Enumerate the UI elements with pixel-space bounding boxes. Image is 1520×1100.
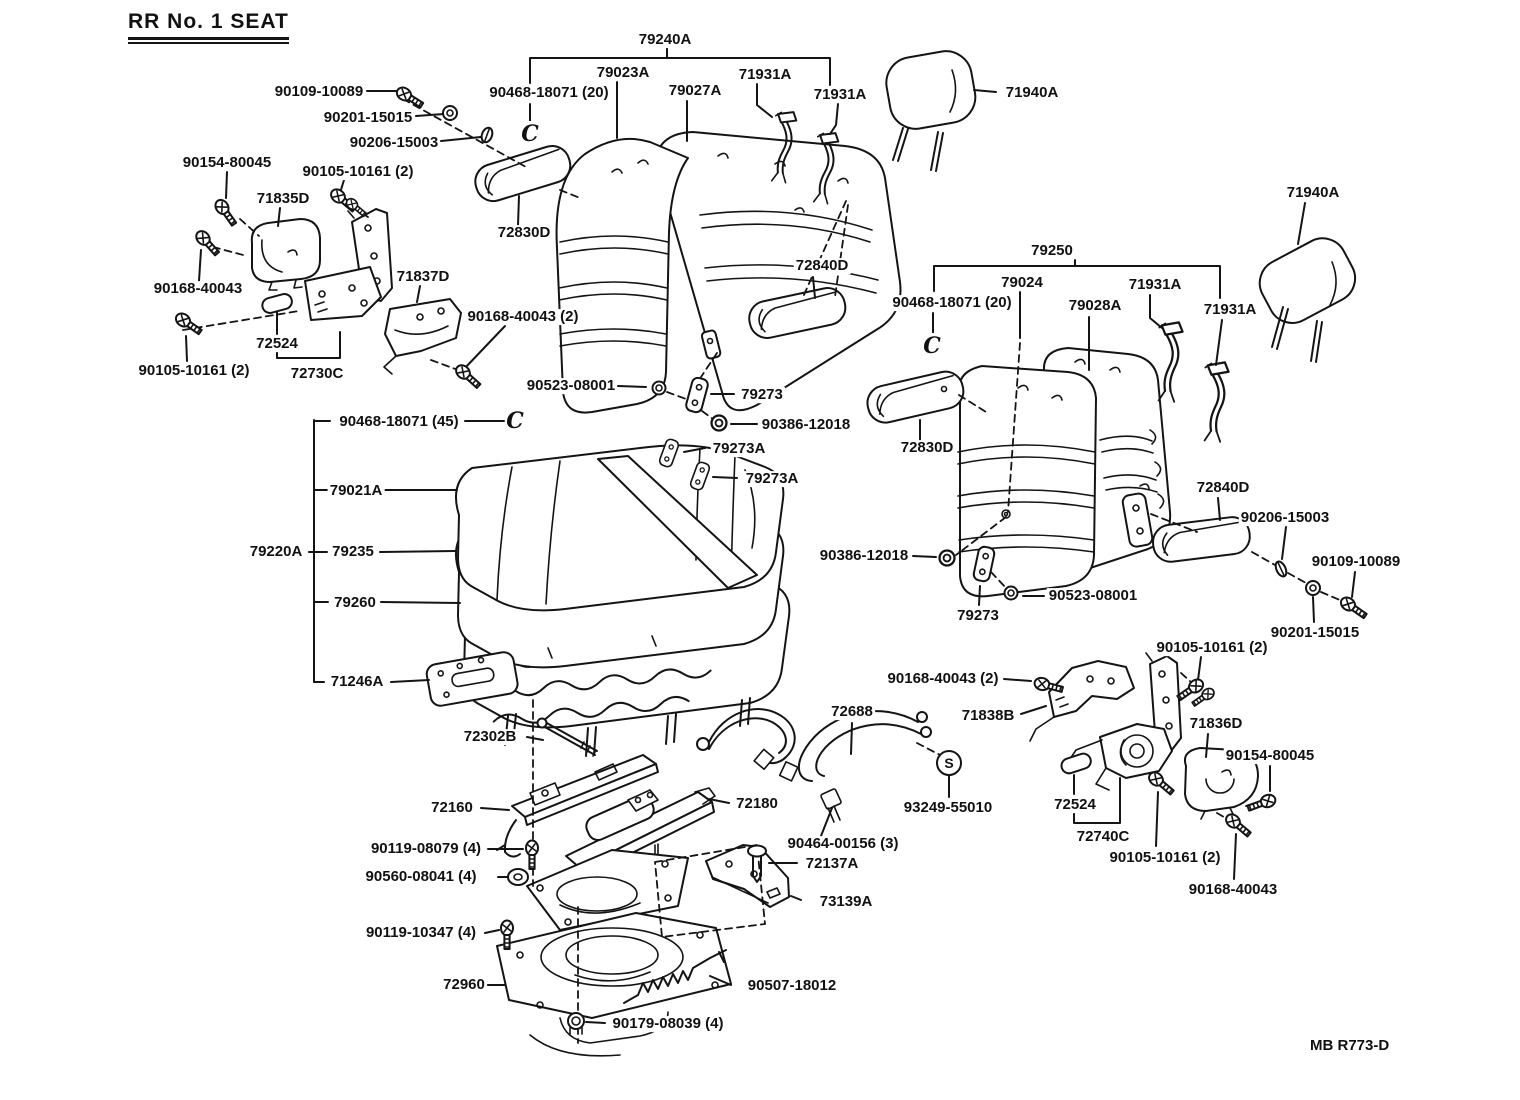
spacer-72524-left xyxy=(261,292,294,314)
clip-79273-left xyxy=(685,377,709,414)
part-label: 72740C xyxy=(1076,828,1130,846)
part-label: 90179-08039 (4) xyxy=(612,1015,724,1033)
part-label: 71246A xyxy=(330,673,384,691)
part-label: 90119-08079 (4) xyxy=(370,840,482,858)
part-label: 90168-40043 (2) xyxy=(887,670,999,688)
nut-90523-08001-left xyxy=(653,382,666,395)
part-label: 90464-00156 (3) xyxy=(787,835,899,853)
part-label: 72960 xyxy=(443,976,485,994)
part-label: 79023A xyxy=(596,64,650,82)
title-underline xyxy=(128,37,289,40)
title-underline xyxy=(128,42,289,44)
part-label: 90523-08001 xyxy=(526,377,616,395)
nut-90386-12018-right xyxy=(940,551,955,566)
part-label: 71835D xyxy=(256,190,310,208)
part-label: 90109-10089 xyxy=(274,83,364,101)
part-label: 90560-08041 (4) xyxy=(365,868,477,886)
part-label: 79027A xyxy=(668,82,722,100)
part-label: 93249-55010 xyxy=(903,799,993,817)
part-label: 90168-40043 (2) xyxy=(467,308,579,326)
part-label: 79220A xyxy=(249,543,303,561)
part-label: 72840D xyxy=(795,257,849,275)
part-label: 90119-10347 (4) xyxy=(365,924,477,942)
screw-90168-40043-2 xyxy=(453,363,482,391)
part-label: 79250 xyxy=(1031,242,1073,260)
part-label: 79021A xyxy=(329,482,383,500)
part-label: 90386-12018 xyxy=(761,416,851,434)
spacer-72524-right xyxy=(1060,752,1093,776)
part-label: 71940A xyxy=(1005,84,1059,102)
part-label: 90154-80045 xyxy=(1225,747,1315,765)
bracket-71838B xyxy=(1030,661,1134,741)
washer-90560-08041 xyxy=(508,869,528,885)
part-label: 72730C xyxy=(290,365,344,383)
part-label: 72830D xyxy=(497,224,551,242)
armrest-72830D-right xyxy=(864,368,967,426)
part-label: 72302B xyxy=(463,728,517,746)
part-label: 71931A xyxy=(738,66,792,84)
screw-90154-80045 xyxy=(213,197,239,227)
part-label: 90206-15003 xyxy=(349,134,439,152)
page-title-block xyxy=(128,10,289,44)
part-label: 73139A xyxy=(819,893,873,911)
part-label: 72180 xyxy=(736,795,778,813)
part-label: 90468-18071 (45) xyxy=(339,413,459,431)
clip-90206-15003-right xyxy=(1274,560,1289,578)
part-label: 79240A xyxy=(638,31,692,49)
left-seatback-front-panel xyxy=(557,139,688,413)
nut-90179-08039 xyxy=(568,1013,584,1035)
part-label: 72137A xyxy=(805,855,859,873)
screw-90168-40043-right xyxy=(1223,812,1253,840)
part-label: 79028A xyxy=(1068,297,1122,315)
part-label: 72688 xyxy=(831,703,873,721)
part-label: 90507-18012 xyxy=(747,977,837,995)
bolt-90119-08079 xyxy=(526,841,538,870)
part-label: 90168-40043 xyxy=(1188,881,1278,899)
part-label: 72160 xyxy=(431,799,473,817)
left-headrest xyxy=(882,47,979,171)
c-symbol: C xyxy=(506,408,524,434)
part-label: 90386-12018 xyxy=(819,547,909,565)
part-label: 79260 xyxy=(334,594,376,612)
c-symbol: C xyxy=(923,333,941,359)
washer-90206-15003 xyxy=(480,126,495,144)
part-label: 79273A xyxy=(745,470,799,488)
nut-90523-08001-right xyxy=(1005,587,1018,600)
part-label: 79024 xyxy=(1001,274,1043,292)
part-label: 72840D xyxy=(1196,479,1250,497)
part-label: 72830D xyxy=(900,439,954,457)
part-label: 71940A xyxy=(1286,184,1340,202)
screw-90168-40043 xyxy=(194,228,222,257)
bolt-90109-10089 xyxy=(394,85,425,110)
part-label: 71931A xyxy=(813,86,867,104)
part-label: 72524 xyxy=(256,335,298,353)
bracket-73139A xyxy=(706,845,789,907)
hinge-bracket-left xyxy=(305,267,381,320)
part-label: 90105-10161 (2) xyxy=(138,362,250,380)
washer-90201-15015 xyxy=(443,106,457,120)
part-label: 79235 xyxy=(332,543,374,561)
part-label: 72524 xyxy=(1054,796,1096,814)
part-label: 90154-80045 xyxy=(182,154,272,172)
s-symbol: S xyxy=(936,750,962,776)
part-label: 90168-40043 xyxy=(153,280,243,298)
washer-90201-15015-right xyxy=(1306,581,1320,595)
part-label: 90109-10089 xyxy=(1311,553,1401,571)
screw-90105-10161 xyxy=(344,196,368,218)
part-label: 71837D xyxy=(396,268,450,286)
part-label: 90105-10161 (2) xyxy=(302,163,414,181)
screw-90105-10161-lower xyxy=(1146,770,1176,798)
part-label: 90468-18071 (20) xyxy=(489,84,609,102)
page-title: RR No. 1 SEAT xyxy=(128,10,289,33)
part-label: 79273 xyxy=(741,386,783,404)
part-label: 71931A xyxy=(1203,301,1257,319)
part-label: 90523-08001 xyxy=(1048,587,1138,605)
bolt-90109-10089-right xyxy=(1338,595,1368,621)
part-label: 90105-10161 (2) xyxy=(1156,639,1268,657)
part-label: 90468-18071 (20) xyxy=(892,294,1012,312)
part-label: 71931A xyxy=(1128,276,1182,294)
part-label: 90201-15015 xyxy=(1270,624,1360,642)
part-label: 79273 xyxy=(957,607,999,625)
right-headrest xyxy=(1251,230,1363,362)
part-label: 90201-15015 xyxy=(323,109,413,127)
armrest-72830D-left xyxy=(471,142,575,206)
release-cables-72688 xyxy=(697,709,931,822)
bracket-71837D xyxy=(384,299,461,374)
part-label: 90206-15003 xyxy=(1240,509,1330,527)
part-label: 90105-10161 (2) xyxy=(1109,849,1221,867)
part-label: 71838B xyxy=(961,707,1015,725)
part-label: 79273A xyxy=(712,440,766,458)
part-label: 71836D xyxy=(1189,715,1243,733)
c-symbol: C xyxy=(521,121,539,147)
nut-90386-12018-left xyxy=(712,416,727,431)
drawing-code: MB R773-D xyxy=(1310,1037,1390,1054)
headrest-stay-71931A xyxy=(1199,361,1229,442)
seat-cushion-79021A xyxy=(456,445,783,610)
screw-90105-10161 xyxy=(173,311,203,337)
